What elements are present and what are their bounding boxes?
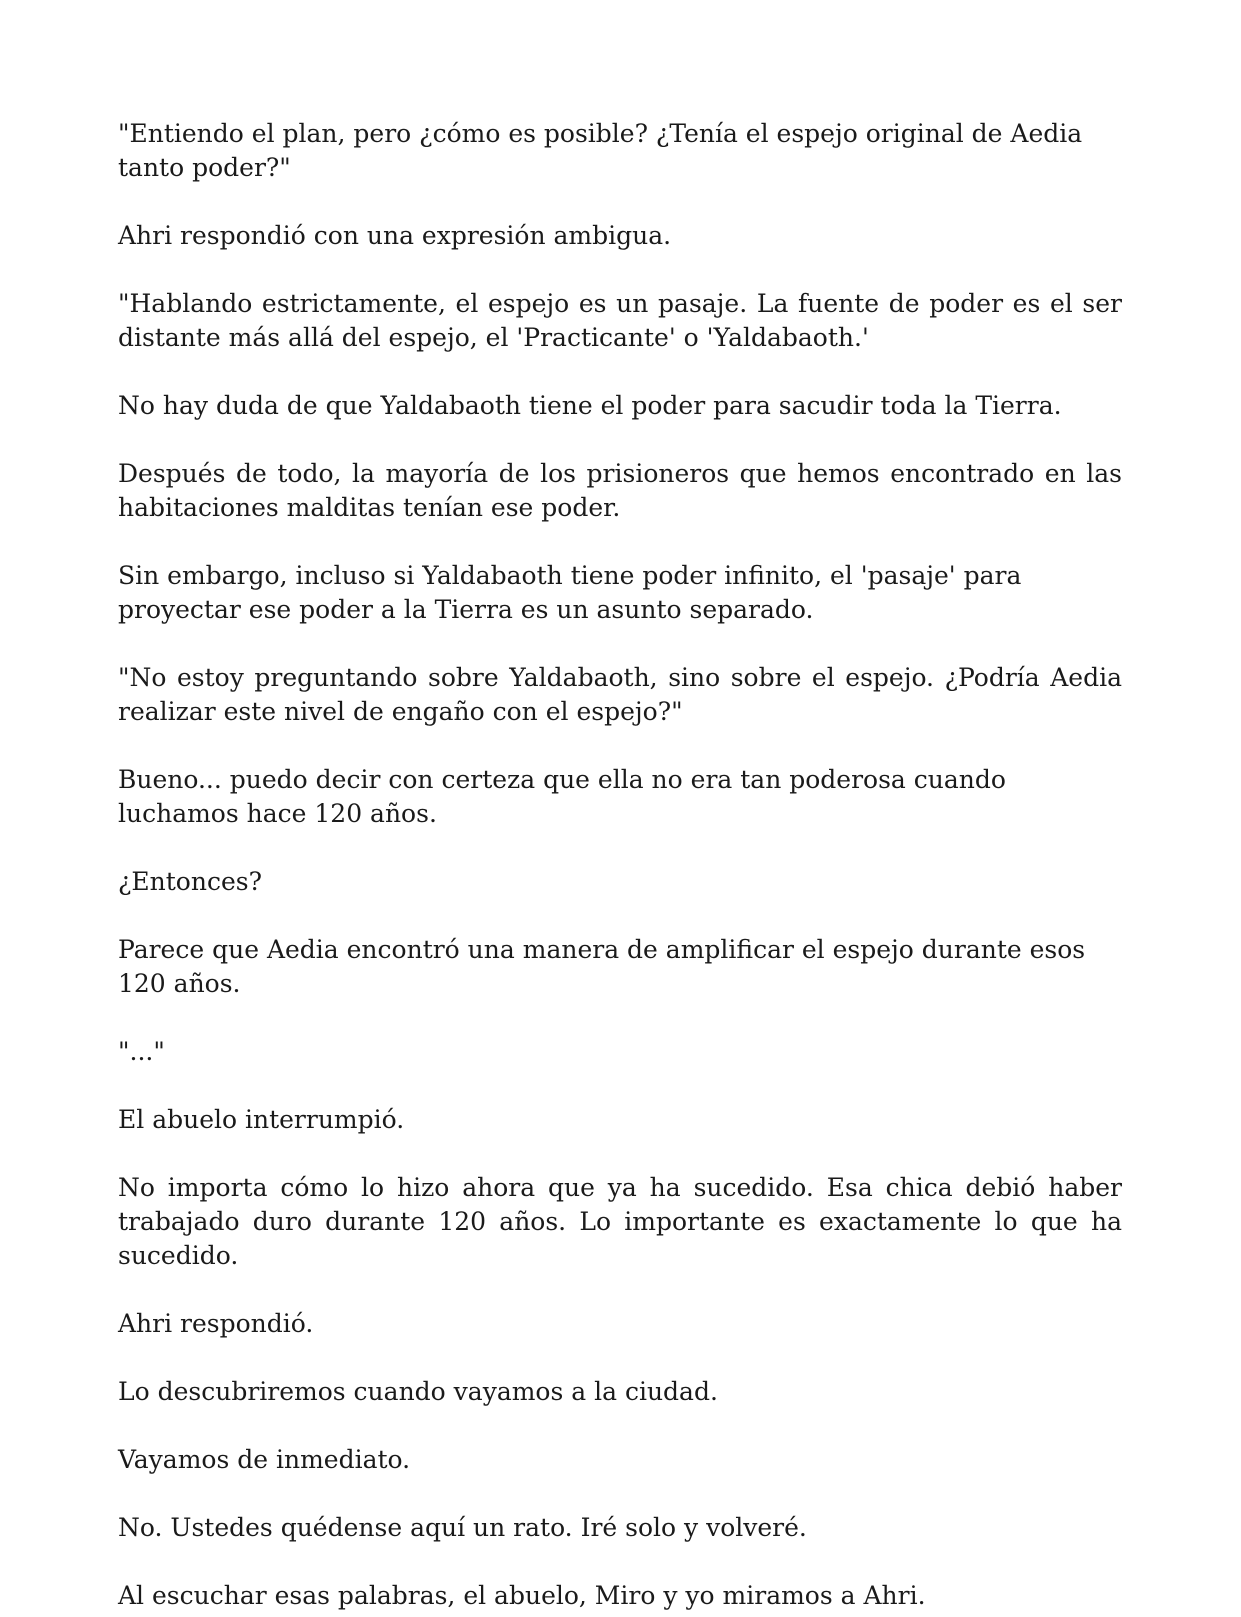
paragraph: Ahri respondió con una expresión ambigua. <box>118 221 672 250</box>
paragraph: No. Ustedes quédense aquí un rato. Iré solo y volveré. <box>118 1513 807 1542</box>
paragraph: "Hablando estrictamente, el espejo es un pasaje. La fuente de poder es el ser distante más allá del espejo, el 'Practicante' o 'Yaldabaoth.' <box>118 289 1122 352</box>
paragraph: Al escuchar esas palabras, el abuelo, Miro y yo miramos a Ahri. <box>118 1581 926 1610</box>
paragraph: "Entiendo el plan, pero ¿cómo es posible? ¿Tenía el espejo original de Aedia tanto poder?" <box>118 119 1083 182</box>
paragraph: "No estoy preguntando sobre Yaldabaoth, sino sobre el espejo. ¿Podría Aedia realizar este nivel de engaño con el espejo?" <box>118 663 1122 726</box>
paragraph: El abuelo interrumpió. <box>118 1105 405 1134</box>
paragraph: No importa cómo lo hizo ahora que ya ha sucedido. Esa chica debió haber trabajado duro durante 120 años. Lo importante es exactamente lo que ha sucedido. <box>118 1173 1122 1270</box>
paragraph: ¿Entonces? <box>118 867 262 896</box>
paragraph: Sin embargo, incluso si Yaldabaoth tiene poder infinito, el 'pasaje' para proyectar ese poder a la Tierra es un asunto separado. <box>118 561 1022 624</box>
paragraph: "..." <box>118 1037 165 1066</box>
paragraph: No hay duda de que Yaldabaoth tiene el poder para sacudir toda la Tierra. <box>118 391 1062 420</box>
paragraph: Ahri respondió. <box>118 1309 314 1338</box>
paragraph: Parece que Aedia encontró una manera de amplificar el espejo durante esos 120 años. <box>118 935 1086 998</box>
paragraph: Después de todo, la mayoría de los prisioneros que hemos encontrado en las habitaciones malditas tenían ese poder. <box>118 459 1122 522</box>
text-body <box>118 117 1122 1617</box>
paragraph: Vayamos de inmediato. <box>118 1445 411 1474</box>
paragraph: Lo descubriremos cuando vayamos a la ciudad. <box>118 1377 718 1406</box>
paragraph: Bueno... puedo decir con certeza que ella no era tan poderosa cuando luchamos hace 120 años. <box>118 765 1006 828</box>
